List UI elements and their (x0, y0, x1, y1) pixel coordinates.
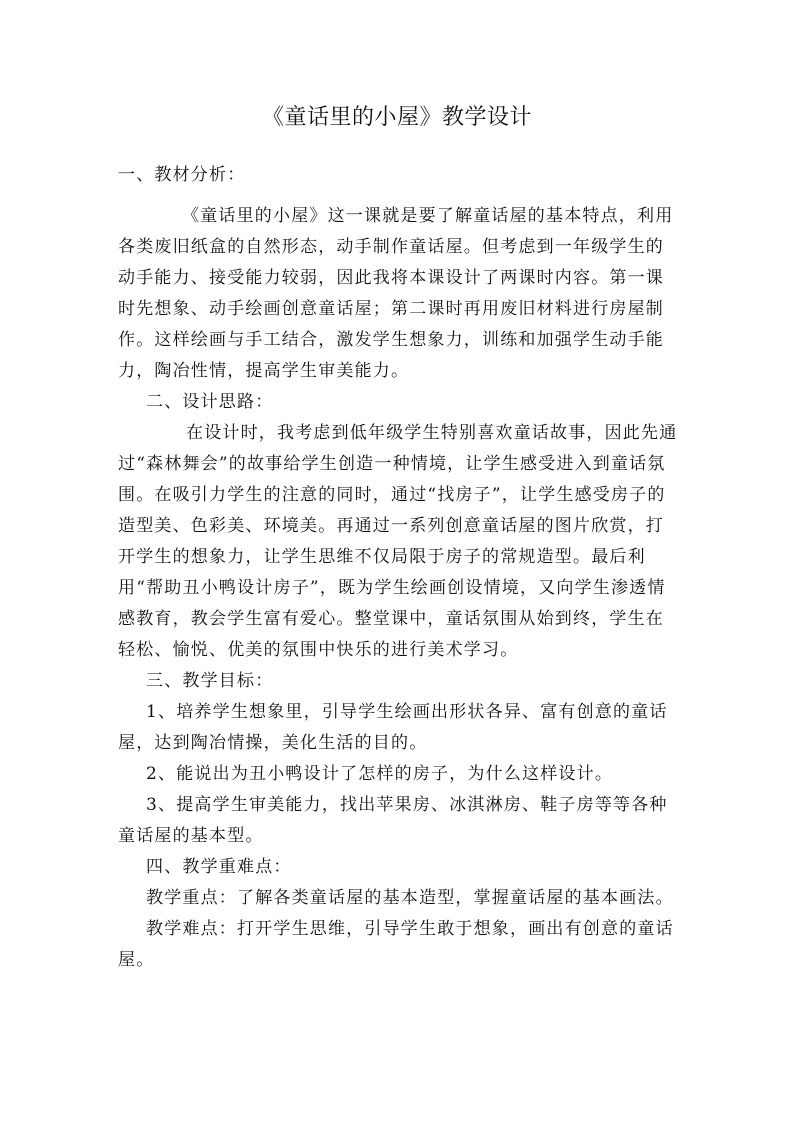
section-heading-textbook-analysis: 一、教材分析： (118, 165, 246, 185)
list-item-key-point: 教学重点：了解各类童话屋的基本造型，掌握童话屋的基本画法。 (146, 888, 674, 908)
paragraph-design-ideas: 在设计时，我考虑到低年级学生特别喜欢童话故事，因此先通过“森林舞会”的故事给学生创造一种情境，让学生感受进入到童话氛围。在吸引力学生的注意的同时，通过“找房子”，让学生感受房子的造型美、色彩美、环境美。再通过一系列创意童话屋的图片欣赏，打开学生的想象力，让学生思维不仅局限于房子的常规造型。最后利用“帮助丑小鸭设计房子”，既为学生绘画创设情境，又向学生渗透情感教育，教会学生富有爱心。整堂课中，童话氛围从始到终，学生在轻松、愉悦、优美的氛围中快乐的进行美术学习。 (118, 423, 678, 660)
list-item-goal-3: 3、提高学生审美能力，找出苹果房、冰淇淋房、鞋子房等等各种童话屋的基本型。 (118, 795, 668, 846)
list-item-difficult-point: 教学难点：打开学生思维，引导学生敢于想象，画出有创意的童话屋。 (118, 919, 674, 970)
section-heading-key-difficult-points: 四、教学重难点： (146, 857, 292, 877)
section-heading-design-ideas: 二、设计思路： (146, 392, 274, 412)
section-heading-teaching-goals: 三、教学目标： (146, 671, 274, 691)
paragraph-textbook-analysis: 《童话里的小屋》这一课就是要了解童话屋的基本特点，利用各类废旧纸盒的自然形态，动手制作童话屋。但考虑到一年级学生的动手能力、接受能力较弱，因此我将本课设计了两课时内容。第一课时先想象、动手绘画创意童话屋；第二课时再用废旧材料进行房屋制作。这样绘画与手工结合，激发学生想象力，训练和加强学生动手能力，陶冶性情，提高学生审美能力。 (118, 206, 674, 381)
document-body (118, 160, 678, 976)
list-item-goal-2: 2、能说出为丑小鸭设计了怎样的房子，为什么这样设计。 (146, 764, 614, 784)
list-item-goal-1: 1、培养学生想象里，引导学生绘画出形状各异、富有创意的童话屋，达到陶冶情操，美化生活的目的。 (118, 702, 668, 753)
page-title: 《童话里的小屋》教学设计 (261, 105, 532, 130)
